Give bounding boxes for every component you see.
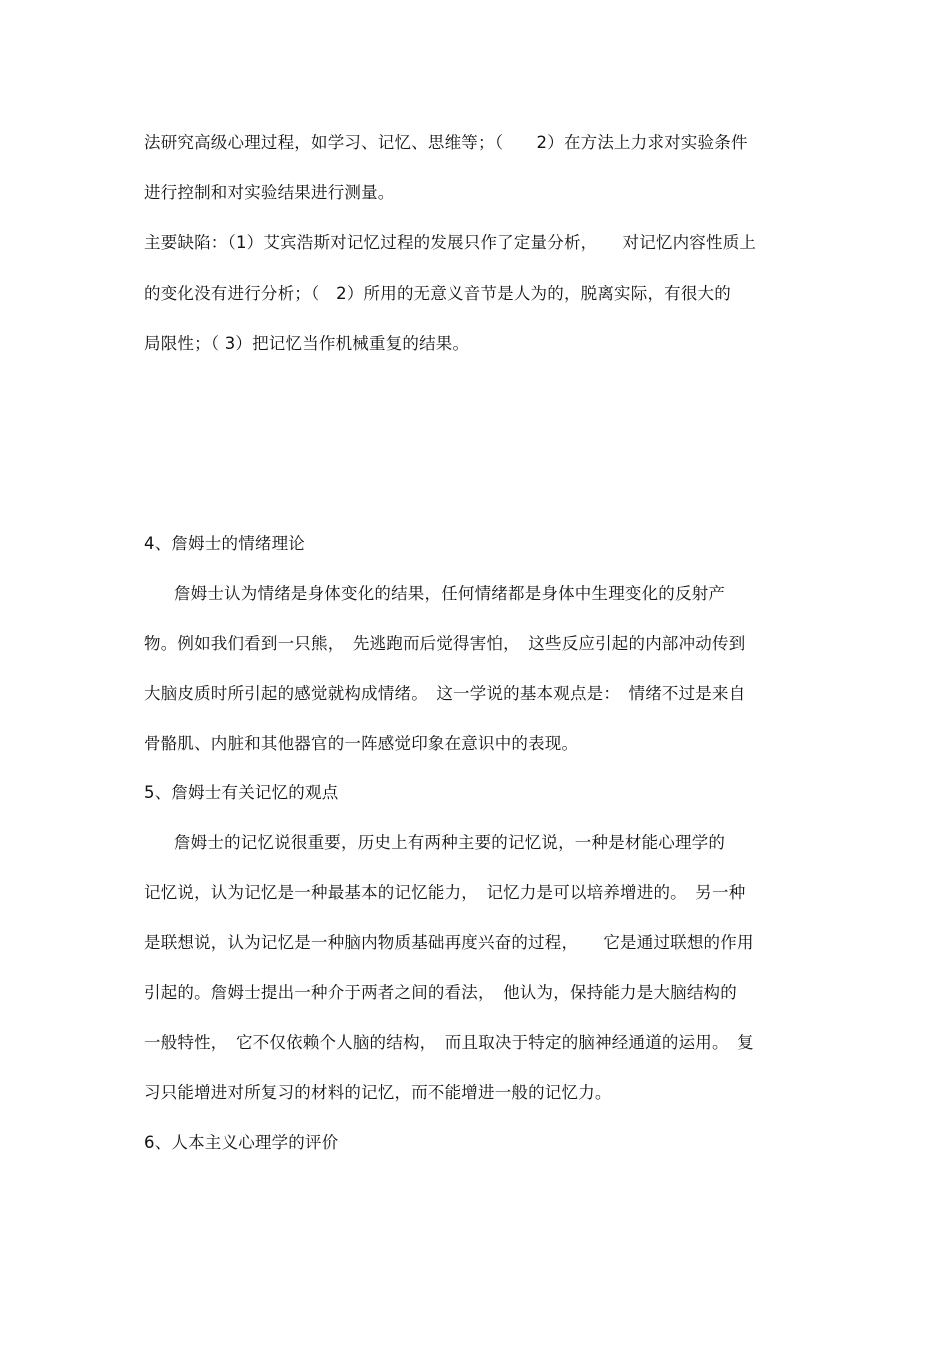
paragraph-line: 骨骼肌、内脏和其他器官的一阵感觉印象在意识中的表现。	[144, 734, 579, 753]
paragraph-line: 引起的。詹姆士提出一种介于两者之间的看法， 他认为，保持能力是大脑结构的	[144, 983, 737, 1002]
paragraph-line: 的变化没有进行分析；（ 2）所用的无意义音节是人为的，脱离实际，有很大的	[144, 284, 731, 303]
paragraph-line: 主要缺陷：（1）艾宾浩斯对记忆过程的发展只作了定量分析， 对记忆内容性质上	[144, 233, 757, 252]
paragraph-line: 是联想说，认为记忆是一种脑内物质基础再度兴奋的过程， 它是通过联想的作用	[144, 933, 754, 952]
paragraph-line: 物。例如我们看到一只熊， 先逃跑而后觉得害怕， 这些反应引起的内部冲动传到	[144, 634, 746, 653]
paragraph-line: 一般特性， 它不仅依赖个人脑的结构， 而且取决于特定的脑神经通道的运用。 复	[144, 1033, 754, 1052]
section-heading: 6、人本主义心理学的评价	[144, 1133, 339, 1152]
paragraph-line: 法研究高级心理过程，如学习、记忆、思维等；（ 2）在方法上力求对实验条件	[144, 133, 748, 152]
paragraph-line: 詹姆士认为情绪是身体变化的结果，任何情绪都是身体中生理变化的反射产	[174, 584, 726, 603]
paragraph-line: 局限性；（ 3）把记忆当作机械重复的结果。	[144, 334, 470, 353]
paragraph-line: 大脑皮质时所引起的感觉就构成情绪。 这一学说的基本观点是： 情绪不过是来自	[144, 684, 746, 703]
paragraph-line: 习只能增进对所复习的材料的记忆，而不能增进一般的记忆力。	[144, 1083, 612, 1102]
section-heading: 5、詹姆士有关记忆的观点	[144, 783, 339, 802]
section-heading: 4、詹姆士的情绪理论	[144, 534, 305, 553]
paragraph-line: 记忆说，认为记忆是一种最基本的记忆能力， 记忆力是可以培养增进的。 另一种	[144, 883, 746, 902]
paragraph-line: 进行控制和对实验结果进行测量。	[144, 183, 395, 202]
paragraph-line: 詹姆士的记忆说很重要，历史上有两种主要的记忆说，一种是材能心理学的	[174, 833, 726, 852]
